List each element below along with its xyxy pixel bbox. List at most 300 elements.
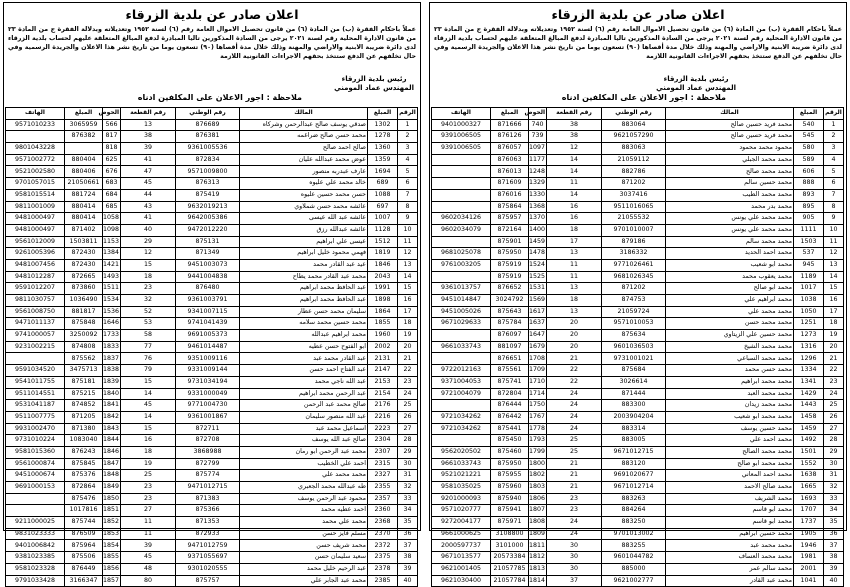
table-cell: 1334: [794, 365, 824, 377]
table-cell: 1849: [103, 482, 121, 494]
table-cell: 1807: [529, 505, 547, 517]
signature-line: المهندس عماد المومني: [334, 83, 414, 92]
table-cell: 2315: [368, 458, 398, 470]
table-cell: 1503811: [65, 236, 103, 248]
table-cell: 1800: [529, 458, 547, 470]
announcement-panel-right: [429, 2, 847, 584]
table-cell: محمد محمد العساف: [666, 552, 794, 564]
table-cell: 12: [121, 248, 176, 260]
table-cell: 684: [103, 189, 121, 201]
table-cell: 871205: [65, 411, 103, 423]
table-cell: 9681025078: [432, 248, 491, 260]
signature-block: [656, 75, 736, 92]
table-cell: 20: [547, 330, 602, 342]
table-cell: 606: [794, 166, 824, 178]
table-cell: 19: [824, 330, 844, 342]
table-row: [432, 295, 844, 307]
table-cell: 8: [824, 201, 844, 213]
table-cell: 818: [103, 143, 121, 155]
table-cell: 885000: [602, 563, 666, 575]
table-cell: عيسى علي ابراهيم: [240, 236, 368, 248]
table-cell: 30: [398, 458, 418, 470]
announcement-title: اعلان صادر عن بلدية الزرقاء: [125, 7, 299, 22]
table-cell: 9621057290: [602, 131, 666, 143]
table-cell: عبد الرحمن محمد ابراهيم: [240, 388, 368, 400]
table-cell: 3250092: [65, 330, 103, 342]
table-cell: 24: [547, 411, 602, 423]
table-cell: 875366: [176, 505, 240, 517]
table-cell: 37: [547, 575, 602, 587]
table-cell: محمد عبد القادر: [666, 575, 794, 587]
table-cell: 9451003073: [176, 259, 240, 271]
table-cell: 876444: [491, 400, 529, 412]
table-cell: 14: [547, 154, 602, 166]
table-cell: 883005: [602, 435, 666, 447]
table-row: [6, 575, 418, 587]
table-cell: 9401006842: [6, 540, 65, 552]
table-row: [432, 470, 844, 482]
table-cell: 38: [547, 131, 602, 143]
table-cell: محمد محمد زيدان: [666, 400, 794, 412]
table-cell: عبد الله ناجي محمد: [240, 376, 368, 388]
table-cell: 871383: [176, 493, 240, 505]
table-cell: 1189: [794, 271, 824, 283]
table-cell: محمد حسين سالم: [666, 178, 794, 190]
table-cell: 875950: [491, 248, 529, 260]
table-cell: 9391006505: [432, 143, 491, 155]
table-row: [6, 540, 418, 552]
table-cell: [432, 435, 491, 447]
table-cell: 871349: [176, 248, 240, 260]
table-cell: 11: [121, 528, 176, 540]
table-cell: 1: [398, 119, 418, 131]
column-header: رقم القطعة: [121, 108, 176, 120]
table-cell: 875964: [65, 540, 103, 552]
table-cell: محمد يعقوب محمد: [666, 271, 794, 283]
table-cell: 20573384: [491, 552, 529, 564]
column-header: الرقم: [398, 108, 418, 120]
table-cell: 14: [547, 166, 602, 178]
table-cell: 37: [398, 540, 418, 552]
table-cell: 6: [824, 178, 844, 190]
table-cell: 34: [824, 505, 844, 517]
table-row: [6, 458, 418, 470]
table-cell: 880406: [65, 166, 103, 178]
table-row: [6, 423, 418, 435]
table-cell: 580: [794, 143, 824, 155]
table-cell: 47: [121, 166, 176, 178]
table-row: [6, 283, 418, 295]
column-header: رقم الوطني: [176, 108, 240, 120]
table-cell: سليمان محمد حسن عطار: [240, 306, 368, 318]
table-cell: 15: [121, 423, 176, 435]
column-header: رقم القطعة: [547, 108, 602, 120]
table-cell: 872430: [65, 259, 103, 271]
table-cell: عبد الفتاح احمد حسن: [240, 365, 368, 377]
table-row: [6, 552, 418, 564]
table-cell: 9642005386: [176, 213, 240, 225]
table-cell: 1647: [529, 330, 547, 342]
table-cell: 9511014551: [6, 388, 65, 400]
table-cell: 23: [547, 505, 602, 517]
table-cell: 9761003205: [432, 259, 491, 271]
table-cell: 875476: [65, 493, 103, 505]
table-cell: 27: [121, 505, 176, 517]
table-cell: 9581023328: [6, 563, 65, 575]
table-cell: محمد احمد المعاني: [666, 470, 794, 482]
table-cell: 9731001021: [602, 353, 666, 365]
table-cell: [432, 236, 491, 248]
table-cell: 1128: [368, 224, 398, 236]
table-cell: 884264: [602, 505, 666, 517]
table-cell: 9351009116: [176, 353, 240, 365]
table-cell: 1097: [529, 143, 547, 155]
table-cell: 872834: [176, 154, 240, 166]
table-cell: محمد عبد الجابر علي: [240, 575, 368, 587]
table-cell: 872864: [65, 482, 103, 494]
table-cell: 875901: [491, 236, 529, 248]
table-cell: 871402: [65, 224, 103, 236]
table-cell: 15: [121, 376, 176, 388]
table-cell: 7: [824, 189, 844, 201]
table-cell: 874852: [65, 400, 103, 412]
table-cell: 876449: [65, 563, 103, 575]
table-cell: 1525: [529, 271, 547, 283]
table-cell: صالح احمد صالح: [240, 143, 368, 155]
table-row: [6, 341, 418, 353]
table-cell: 15: [398, 283, 418, 295]
table-cell: 9371004053: [432, 376, 491, 388]
table-cell: 12: [398, 248, 418, 260]
table-row: [6, 411, 418, 423]
table-cell: 1839: [103, 376, 121, 388]
table-cell: محمد محمد علي يونس: [666, 213, 794, 225]
table-cell: [432, 178, 491, 190]
table-cell: 9591012207: [6, 283, 65, 295]
table-cell: 29: [824, 446, 844, 458]
table-cell: 1778: [529, 423, 547, 435]
table-cell: 6: [398, 178, 418, 190]
table-cell: 873860: [65, 283, 103, 295]
table-cell: محمد محمد صالح: [666, 166, 794, 178]
table-cell: محمد ابو قاسم: [666, 517, 794, 529]
table-cell: 11: [547, 259, 602, 271]
table-cell: 876480: [176, 283, 240, 295]
table-cell: 25: [398, 400, 418, 412]
table-cell: 23: [121, 283, 176, 295]
table-cell: 876689: [176, 119, 240, 131]
table-cell: 14: [121, 411, 176, 423]
table-row: [6, 528, 418, 540]
table-cell: 2000597737: [432, 540, 491, 552]
table-cell: 876057: [491, 143, 529, 155]
table-row: [432, 552, 844, 564]
table-cell: 37: [824, 540, 844, 552]
table-row: [432, 271, 844, 283]
table-cell: عبد الله منصور سليمان: [240, 411, 368, 423]
table-cell: 77: [121, 341, 176, 353]
table-cell: 3475713: [65, 365, 103, 377]
table-cell: 9581015360: [6, 446, 65, 458]
table-row: [432, 493, 844, 505]
table-row: [6, 306, 418, 318]
table-row: [432, 365, 844, 377]
table-cell: [6, 493, 65, 505]
table-cell: 22: [398, 365, 418, 377]
table-cell: 11: [547, 271, 602, 283]
table-cell: 1459: [529, 236, 547, 248]
signature-block: [334, 75, 414, 92]
table-cell: 876651: [491, 353, 529, 365]
table-cell: [432, 330, 491, 342]
table-cell: محمد محمد ابراهيم: [666, 376, 794, 388]
table-cell: 13: [547, 248, 602, 260]
table-row: [432, 435, 844, 447]
table-cell: 740: [529, 119, 547, 131]
announcement-preamble: عملاً باحكام الفقرة (ب) من المادة (٦) من قانون تحصيل الاموال العامة رقم (٦) لسنة ١٩٥٢ وتعديلاته وبدلالة الفقرة ج من المادة ٢٣ من قانون الادارة المحلية رقم لسنة ٢٠٢١ يرجى من السادة المذكورين تاليا المبادرة لدفع المبالغ المتعلقة عليهم لحساب بلدية الزرقاء لدى دائرة ضريبة الابنية والاراضي والمهنة وذلك خلال مدة أقصاها (٩٠) تسعون يوما من تاريخ نشر هذا الاعلان والجريدة الرسمية وفي حال تخلفهم عن الدفع ستتخذ بحقهم الاجراءات القانونية اللازمة: [8, 26, 417, 60]
table-cell: [432, 166, 491, 178]
table-cell: 14: [547, 189, 602, 201]
table-row: [6, 201, 418, 213]
table-cell: 1811: [529, 540, 547, 552]
table-cell: 883120: [602, 458, 666, 470]
table-row: [432, 376, 844, 388]
table-row: [432, 388, 844, 400]
table-cell: 16: [824, 295, 844, 307]
table-row: [432, 330, 844, 342]
table-cell: 1838: [103, 365, 121, 377]
table-cell: 22: [547, 365, 602, 377]
table-cell: 9461014487: [176, 341, 240, 353]
table-cell: محمد حسن صالح ضراغمه: [240, 131, 368, 143]
table-cell: 1: [824, 119, 844, 131]
table-cell: 1714: [529, 388, 547, 400]
table-cell: 883250: [602, 517, 666, 529]
table-cell: 79: [121, 365, 176, 377]
table-cell: 1981: [794, 552, 824, 564]
table-cell: 9771026461: [602, 259, 666, 271]
table-cell: 1813: [529, 563, 547, 575]
table-cell: 15: [121, 259, 176, 271]
table-cell: 872708: [176, 435, 240, 447]
table-cell: 9561012009: [6, 236, 65, 248]
table-cell: 1946: [794, 540, 824, 552]
table-cell: طه عبدالله محمد الجعبري: [240, 482, 368, 494]
table-cell: 9721034262: [432, 411, 491, 423]
table-cell: 872804: [491, 388, 529, 400]
table-cell: احمد عطيه محمد: [240, 505, 368, 517]
table-cell: 9201000093: [432, 493, 491, 505]
table-cell: محمد ابراهيم عبدالله: [240, 330, 368, 342]
table-cell: 3024792: [491, 295, 529, 307]
table-cell: 28: [398, 435, 418, 447]
table-cell: 9571020777: [432, 505, 491, 517]
table-cell: 9481012287: [6, 271, 65, 283]
table-cell: 11: [824, 236, 844, 248]
table-cell: 24: [547, 388, 602, 400]
table-cell: 875460: [491, 446, 529, 458]
table-cell: 21: [547, 458, 602, 470]
table-cell: 23: [398, 376, 418, 388]
table-cell: محمد فريد حسين صالح: [666, 131, 794, 143]
table-row: [432, 505, 844, 517]
table-cell: 875562: [65, 353, 103, 365]
table-cell: 18: [121, 446, 176, 458]
table-cell: 876313: [176, 178, 240, 190]
table-cell: 1819: [368, 248, 398, 260]
table-cell: 1359: [368, 154, 398, 166]
table-cell: 9581035025: [432, 482, 491, 494]
table-cell: 1767: [529, 411, 547, 423]
table-row: [432, 482, 844, 494]
table-cell: 9331000049: [176, 388, 240, 400]
table-cell: 21: [824, 353, 844, 365]
table-cell: 9661033743: [432, 458, 491, 470]
table-cell: 3026614: [602, 376, 666, 388]
table-cell: 27: [398, 423, 418, 435]
table-cell: 589: [794, 154, 824, 166]
table-cell: محمد الشريف: [666, 493, 794, 505]
table-cell: محمد صالح الاحمد: [666, 482, 794, 494]
table-cell: 13: [121, 119, 176, 131]
table-cell: 9671013577: [432, 552, 491, 564]
table-cell: 16: [547, 201, 602, 213]
table-cell: 875971: [491, 517, 529, 529]
table-cell: 872711: [176, 423, 240, 435]
table-cell: محمد محمد الشيخ: [666, 341, 794, 353]
table-cell: 875950: [491, 458, 529, 470]
table-cell: 9731010224: [6, 435, 65, 447]
table-cell: [65, 143, 103, 155]
table-row: [432, 423, 844, 435]
table-cell: 9661033743: [432, 341, 491, 353]
table-cell: 9561000874: [6, 458, 65, 470]
signature-line: رئيس بلدية الزرقاء: [341, 75, 407, 83]
table-cell: 9301020555: [176, 563, 240, 575]
table-cell: 876382: [65, 131, 103, 143]
table-row: [432, 224, 844, 236]
table-cell: 1248: [529, 166, 547, 178]
table-cell: 2307: [368, 446, 398, 458]
table-cell: 26: [824, 411, 844, 423]
table-row: [6, 236, 418, 248]
table-cell: 2154: [368, 388, 398, 400]
table-cell: 1847: [103, 458, 121, 470]
table-cell: 1503: [794, 236, 824, 248]
table-cell: محمد علي محمد: [240, 517, 368, 529]
table-cell: 881097: [491, 341, 529, 353]
table-cell: 2223: [368, 423, 398, 435]
table-cell: 1857: [103, 575, 121, 587]
table-cell: 1111: [794, 224, 824, 236]
table-cell: 9: [398, 213, 418, 225]
table-row: [432, 143, 844, 155]
table-cell: 875960: [491, 482, 529, 494]
table-cell: 3: [398, 143, 418, 155]
table-cell: 21: [547, 482, 602, 494]
table-cell: 9601044782: [602, 552, 666, 564]
table-row: [6, 224, 418, 236]
table-cell: 9511007775: [6, 411, 65, 423]
signature-line: رئيس بلدية الزرقاء: [663, 75, 729, 83]
table-cell: 1733: [103, 330, 121, 342]
table-cell: سعيد سليمان حسن: [240, 552, 368, 564]
table-cell: 875441: [491, 423, 529, 435]
table-cell: 2176: [368, 400, 398, 412]
table-cell: 881724: [65, 189, 103, 201]
table-cell: [6, 505, 65, 517]
table-cell: 872933: [176, 528, 240, 540]
table-cell: 9451000674: [6, 470, 65, 482]
table-cell: 18: [547, 295, 602, 307]
table-cell: 9531041187: [6, 400, 65, 412]
table-cell: 1799: [529, 446, 547, 458]
table-cell: 45: [121, 400, 176, 412]
table-cell: 39: [824, 563, 844, 575]
table-cell: 1843: [103, 423, 121, 435]
table-cell: 871609: [491, 178, 529, 190]
table-cell: [432, 189, 491, 201]
table-cell: 45: [121, 178, 176, 190]
table-cell: 875757: [176, 575, 240, 587]
table-cell: 2043: [368, 271, 398, 283]
table-row: [6, 388, 418, 400]
table-cell: 1316: [794, 341, 824, 353]
table-cell: 1273: [794, 330, 824, 342]
table-cell: 9451014847: [432, 295, 491, 307]
table-cell: 945: [794, 259, 824, 271]
table-cell: 1854: [103, 540, 121, 552]
table-cell: 883314: [602, 423, 666, 435]
table-cell: 41: [121, 213, 176, 225]
table-cell: 9691020677: [602, 470, 666, 482]
table-row: [6, 330, 418, 342]
table-cell: 1855: [368, 318, 398, 330]
table-cell: 880414: [65, 201, 103, 213]
table-cell: 1478: [529, 248, 547, 260]
table-cell: 9701057015: [6, 178, 65, 190]
table-row: [6, 482, 418, 494]
table-cell: 1637: [529, 318, 547, 330]
table-cell: محمود عبد الرحمن يوسف: [240, 493, 368, 505]
table-cell: 9481000497: [6, 224, 65, 236]
table-row: [6, 178, 418, 190]
table-cell: 875215: [65, 388, 103, 400]
table-cell: خالد محمد علي عليوه: [240, 178, 368, 190]
table-cell: 29: [121, 236, 176, 248]
table-cell: محمد شريف حسن: [240, 540, 368, 552]
table-cell: 36: [398, 528, 418, 540]
table-cell: 880414: [65, 213, 103, 225]
table-cell: 21: [398, 353, 418, 365]
table-cell: 739: [529, 131, 547, 143]
table-cell: 880404: [65, 154, 103, 166]
table-cell: 18: [824, 318, 844, 330]
column-header: الحوض: [529, 108, 547, 120]
debtors-table: [5, 107, 418, 587]
table-row: [6, 259, 418, 271]
table-cell: 875744: [65, 517, 103, 529]
table-cell: 871444: [602, 388, 666, 400]
table-cell: 875955: [491, 470, 529, 482]
table-cell: محمد محمد العبد: [666, 388, 794, 400]
table-row: [6, 189, 418, 201]
table-cell: 9391006505: [432, 131, 491, 143]
table-cell: 1991: [368, 283, 398, 295]
table-cell: 38: [398, 552, 418, 564]
table-cell: 1709: [529, 365, 547, 377]
table-cell: 1429: [794, 388, 824, 400]
